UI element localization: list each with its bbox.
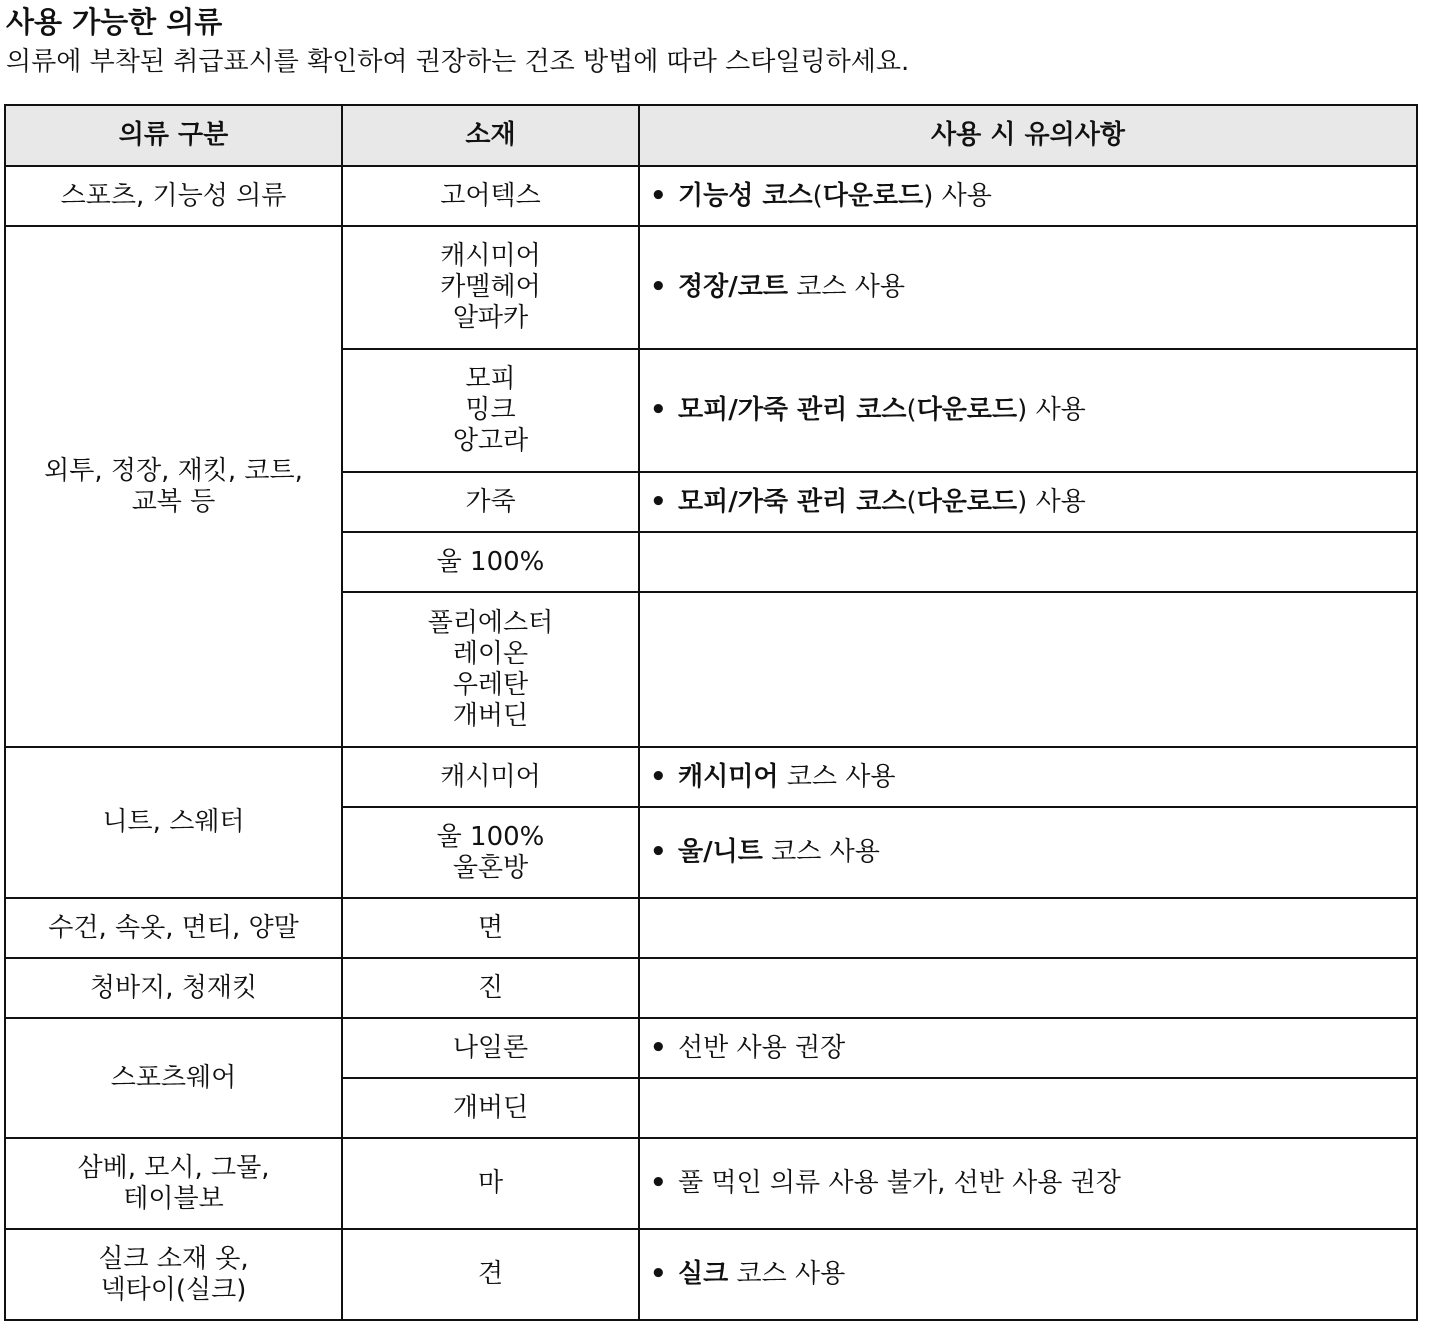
material-cell [342,1078,639,1138]
material-cell [342,958,639,1018]
material-cell [342,532,639,592]
note-text: 실크 [678,1259,729,1289]
table-row [5,1138,1417,1229]
material-cell [342,807,639,898]
bullet-icon: • [650,272,667,302]
category-cell [5,1018,342,1138]
note-text: 캐시미어 [678,761,779,792]
material-text: 울 100% [436,821,545,852]
material-cell [342,1138,639,1229]
note-text: ) 사용 [1017,486,1086,517]
category-cell [5,166,342,226]
table-row [5,1018,1417,1078]
bullet-icon: • [650,395,667,425]
material-text: 마 [477,1168,504,1198]
material-cell [342,592,639,747]
category-cell [5,226,342,747]
bullet-icon: • [650,761,667,792]
note-text: 선반 사용 권장 [678,1032,846,1063]
note-cell [639,747,1417,807]
bullet-icon: • [650,180,667,211]
note-text: 울/니트 [678,837,763,867]
note-cell [639,166,1417,226]
note-text: 정장/코트 [678,272,788,302]
material-text: 울 100% [436,546,545,577]
material-text: 캐시미어 [440,761,541,792]
material-text: 밍크 [465,395,516,425]
note-cell [639,958,1417,1018]
note-text: 코스 사용 [762,837,880,867]
page-title: 사용 가능한 의류 [6,5,223,39]
category-text: 외투, 정장, 재킷, 코트, [44,455,303,486]
category-text: 넥타이(실크) [100,1274,247,1305]
table-row [5,747,1417,807]
note-cell [639,807,1417,898]
material-text: 알파카 [452,303,529,333]
material-cell [342,1018,639,1078]
material-text: 고어텍스 [440,180,541,211]
table-row [5,958,1417,1018]
note-text: ) 사용 [1017,395,1086,425]
material-text: 앙고라 [452,426,529,456]
category-text: 청바지, 청재킷 [89,972,258,1003]
material-text: 레이온 [452,638,529,669]
bullet-icon: • [650,486,667,517]
note-text: ( [906,486,917,517]
note-text: 풀 먹인 의류 사용 불가, 선반 사용 권장 [678,1168,1121,1198]
material-text: 카멜헤어 [440,272,541,302]
material-text: 개버딘 [452,700,529,731]
category-cell [5,898,342,958]
category-text: 니트, 스웨터 [102,807,245,837]
note-text: 모피/가죽 관리 코스 [678,486,907,517]
material-text: 견 [477,1259,504,1289]
bullet-icon: • [650,1259,667,1289]
material-cell [342,349,639,472]
category-text: 실크 소재 옷, [98,1243,249,1274]
material-text: 개버딘 [452,1092,529,1123]
category-cell [5,1229,342,1320]
category-cell [5,747,342,898]
header-category: 의류 구분 [5,105,342,166]
material-text: 면 [477,912,504,943]
note-cell [639,472,1417,532]
material-cell [342,898,639,958]
note-cell [639,1138,1417,1229]
category-text: 삼베, 모시, 그물, [77,1152,270,1183]
category-cell [5,958,342,1018]
table-row [5,898,1417,958]
care-table [4,104,1418,1321]
material-text: 진 [477,972,504,1003]
note-cell [639,1018,1417,1078]
material-cell [342,472,639,532]
category-text: 교복 등 [131,486,216,517]
material-text: 우레탄 [452,669,529,700]
note-text: ) 사용 [923,180,992,211]
note-cell [639,1078,1417,1138]
page-subtitle: 의류에 부착된 취급표시를 확인하여 권장하는 건조 방법에 따라 스타일링하세요. [6,47,910,77]
note-text: 코스 사용 [778,761,896,792]
note-text: 코스 사용 [787,272,905,302]
note-cell [639,898,1417,958]
note-text: 기능성 코스 [678,180,813,211]
category-text: 테이블보 [123,1183,224,1214]
header-notes: 사용 시 유의사항 [639,105,1417,166]
material-cell [342,226,639,349]
table-row [5,166,1417,226]
note-text: 모피/가죽 관리 코스 [678,395,907,425]
material-text: 울혼방 [452,852,529,883]
material-text: 모피 [465,364,516,394]
table-header-row [5,105,1417,166]
note-text: 다운로드 [916,395,1018,425]
table-body [5,166,1417,1320]
category-text: 스포츠, 기능성 의류 [60,180,287,211]
material-cell [342,747,639,807]
material-text: 캐시미어 [440,241,541,271]
note-text: 다운로드 [822,180,924,211]
note-cell [639,532,1417,592]
category-cell [5,1138,342,1229]
header-material: 소재 [342,105,639,166]
bullet-icon: • [650,1168,667,1198]
note-text: ( [906,395,917,425]
note-cell [639,226,1417,349]
material-cell [342,1229,639,1320]
table-row [5,1229,1417,1320]
material-text: 폴리에스터 [427,607,554,638]
category-text: 스포츠웨어 [110,1062,237,1093]
note-cell [639,592,1417,747]
category-text: 수건, 속옷, 면티, 양말 [48,912,299,943]
material-cell [342,166,639,226]
note-text: ( [812,180,823,211]
bullet-icon: • [650,837,667,867]
note-text: 다운로드 [916,486,1018,517]
material-text: 나일론 [452,1032,529,1063]
material-text: 가죽 [465,486,516,517]
bullet-icon: • [650,1032,667,1063]
note-cell [639,349,1417,472]
table-row [5,226,1417,349]
note-cell [639,1229,1417,1320]
note-text: 코스 사용 [728,1259,846,1289]
